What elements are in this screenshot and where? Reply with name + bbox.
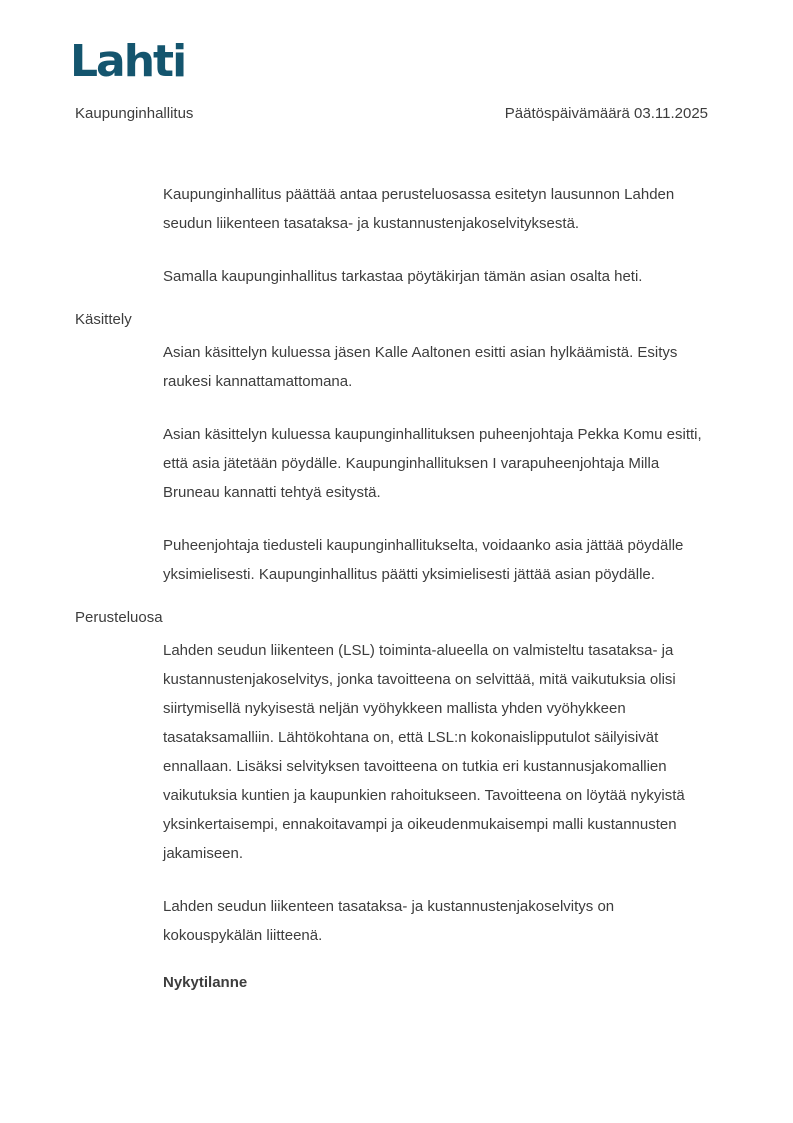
- paragraph: Kaupunginhallitus päättää antaa perusteluosassa esitetyn lausunnon Lahden seudun liikenteen tasataksa- ja kustannustenjakoselvityksestä.: [163, 186, 675, 232]
- section-decision: [75, 180, 708, 291]
- section-perusteluosa: [75, 607, 708, 997]
- lahti-logo: Lahti: [70, 36, 186, 87]
- header-decision-date: Päätöspäivämäärä 03.11.2025: [504, 105, 708, 122]
- document-body: [75, 180, 708, 997]
- paragraph: Lahden seudun liikenteen (LSL) toiminta-alueella on valmisteltu tasataksa- ja kustannustenjakoselvitys, jonka tavoitteena on selvittää, mitä vaikutuksia olisi siirtymisellä nykyisestä neljän vyöhykkeen mallista yhden vyöhykkeen tasataksamalliin. Lähtökohtana on, että LSL:n kokonaislipputulot säilyisivät ennallaan. Lisäksi selvityksen tavoitteena on tutkia eri kustannusjakomallien vaikutuksia kuntien ja kaupunkien rahoitukseen. Tavoitteena on löytää nykyistä yksinkertaisempi, ennakoitavampi ja oikeudenmukaisempi malli kustannusten jakamiseen.: [163, 642, 685, 862]
- section-kasittely: [75, 309, 708, 589]
- section-label: Käsittely: [75, 311, 132, 328]
- paragraph: Lahden seudun liikenteen tasataksa- ja kustannustenjakoselvitys on kokouspykälän liitteenä.: [163, 898, 615, 944]
- subheading-nykytilanne: Nykytilanne: [163, 974, 248, 991]
- paragraph: Puheenjohtaja tiedusteli kaupunginhallitukselta, voidaanko asia jättää pöydälle yksimielisesti. Kaupunginhallitus päätti yksimielisesti jättää asian pöydälle.: [163, 537, 684, 583]
- paragraph: Asian käsittelyn kuluessa jäsen Kalle Aaltonen esitti asian hylkäämistä. Esitys raukesi kannattamattomana.: [163, 344, 678, 390]
- document-header: [75, 104, 708, 124]
- paragraph: Asian käsittelyn kuluessa kaupunginhallituksen puheenjohtaja Pekka Komu esitti, että asia jätetään pöydälle. Kaupunginhallituksen I varapuheenjohtaja Milla Bruneau kannatti tehtyä esitystä.: [163, 426, 702, 501]
- paragraph: Samalla kaupunginhallitus tarkastaa pöytäkirjan tämän asian osalta heti.: [163, 268, 643, 285]
- header-organization: Kaupunginhallitus: [75, 105, 194, 122]
- section-label: Perusteluosa: [75, 609, 163, 626]
